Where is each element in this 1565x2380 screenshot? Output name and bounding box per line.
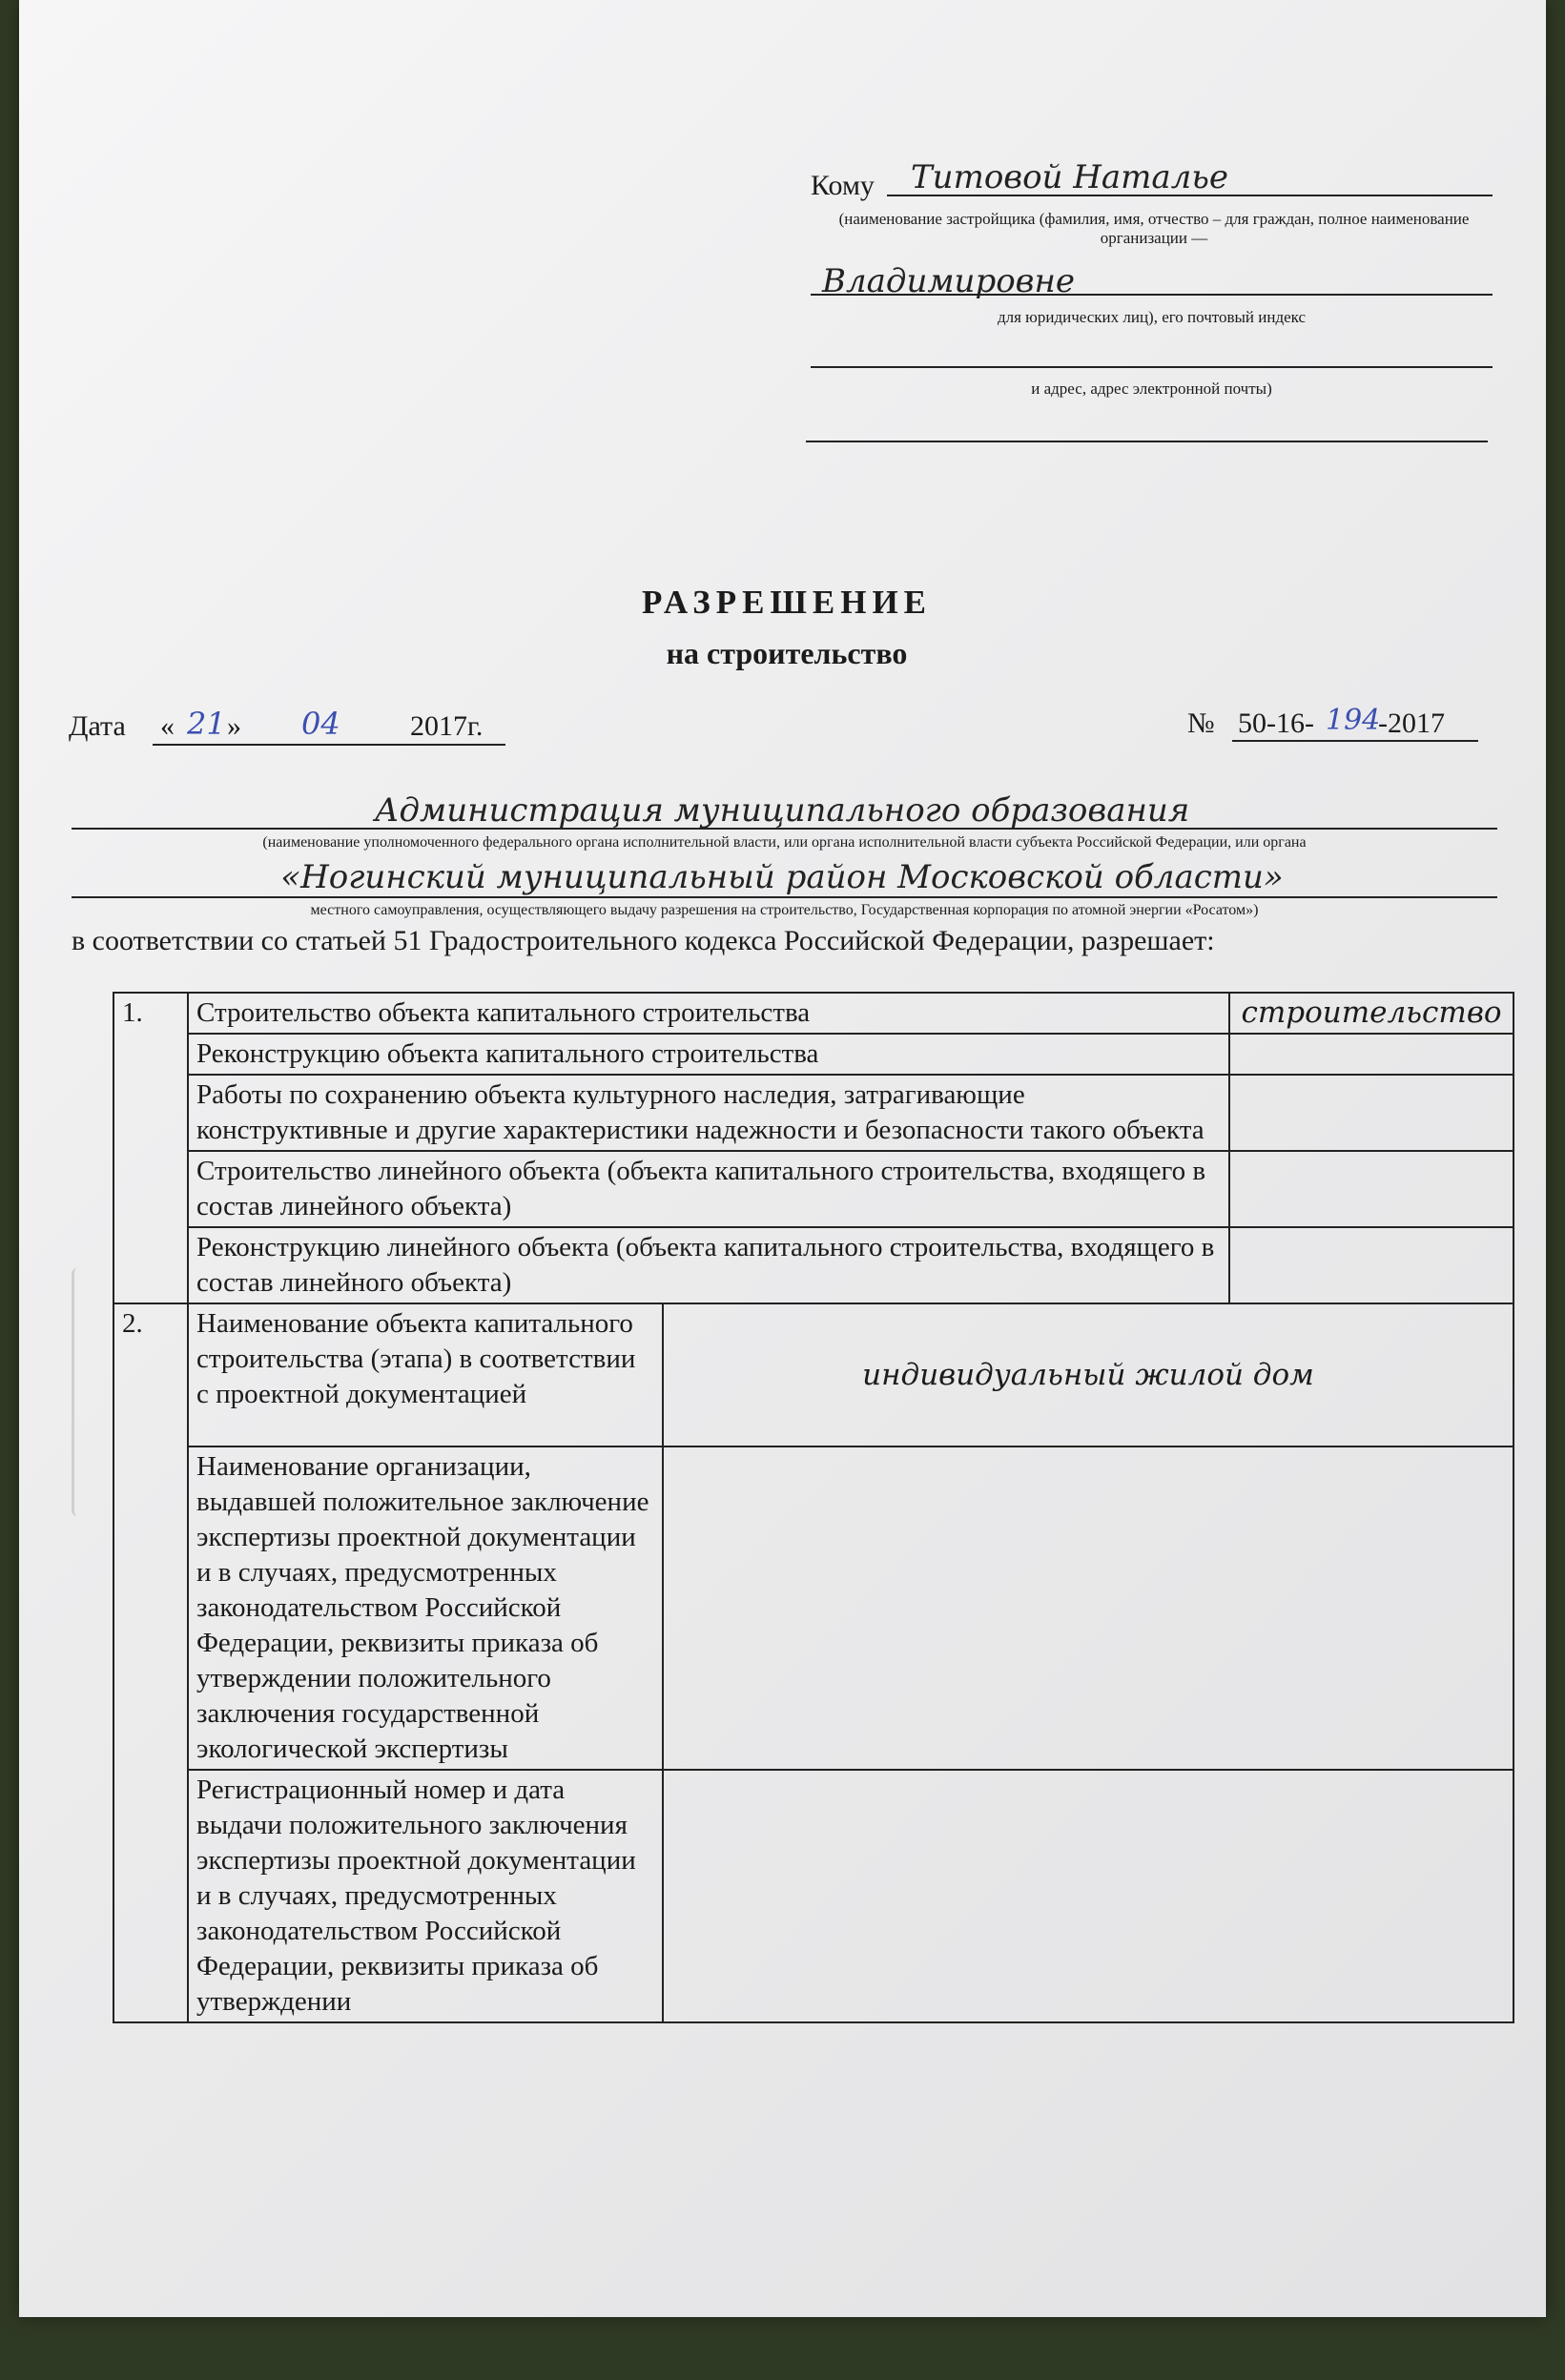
- number-label: №: [1187, 708, 1215, 739]
- section2-row-label: Наименование объекта капитального строительства (этапа) в соответствии с проектной документацией: [188, 1303, 663, 1446]
- date-month: 04: [301, 706, 340, 742]
- recipient-caption1: (наименование застройщика (фамилия, имя, отчество – для граждан, полное наименование организации —: [838, 210, 1470, 247]
- table-row: [113, 1303, 1514, 1446]
- document-title: РАЗРЕШЕНИЕ: [641, 584, 933, 621]
- date-day: 21: [187, 706, 226, 742]
- section2-row-label: Регистрационный номер и дата выдачи положительного заключения экспертизы проектной документации и в случаях, предусмотренных законодательством Российской Федерации, реквизиты приказа об утверждении: [188, 1770, 663, 2022]
- section-number: 1.: [113, 993, 188, 1303]
- section1-row-label: Строительство линейного объекта (объекта капитального строительства, входящего в состав линейного объекта): [188, 1151, 1229, 1227]
- date-open-quote: «: [160, 710, 175, 742]
- recipient-label: Кому: [811, 170, 875, 201]
- authority-underline2: [72, 896, 1497, 898]
- authority-statement: в соответствии со статьей 51 Градостроительного кодекса Российской Федерации, разрешает:: [72, 925, 1215, 956]
- date-label: Дата: [69, 710, 126, 742]
- recipient-line4: [806, 441, 1488, 442]
- table-row: [113, 1034, 1514, 1075]
- section1-row-value: [1229, 1075, 1514, 1151]
- table-row: [113, 1151, 1514, 1227]
- table-row: [113, 1227, 1514, 1303]
- permit-table: [113, 992, 1514, 2023]
- number-handwritten: 194: [1326, 704, 1381, 737]
- staple-mark: [72, 1268, 88, 1516]
- section1-row-value: [1229, 1034, 1514, 1075]
- recipient-line2: [811, 294, 1493, 296]
- table-row: [113, 1075, 1514, 1151]
- document-subtitle: на строительство: [666, 636, 908, 670]
- section1-row-label: Работы по сохранению объекта культурного наследия, затрагивающие конструктивные и другие характеристики надежности и безопасности такого объекта: [188, 1075, 1229, 1151]
- authority-line2: «Ногинский муниципальный район Московской области»: [280, 858, 1284, 896]
- number-suffix: -2017: [1378, 708, 1445, 739]
- section2-row-value: [663, 1446, 1514, 1770]
- section2-row-value: [663, 1770, 1514, 2022]
- section1-row-value: [1229, 1227, 1514, 1303]
- date-year: 2017г.: [410, 710, 484, 742]
- authority-caption1: (наименование уполномоченного федерального органа исполнительной власти, или органа исполнительной власти субъекта Российской Федерации, или органа: [262, 834, 1307, 851]
- recipient-line3: [811, 366, 1493, 368]
- number-prefix: 50-16-: [1238, 708, 1314, 739]
- authority-line1: Администрация муниципального образования: [374, 791, 1190, 830]
- section1-row-label: Реконструкцию линейного объекта (объекта капитального строительства, входящего в состав линейного объекта): [188, 1227, 1229, 1303]
- section1-row-label: Строительство объекта капитального строительства: [188, 993, 1229, 1034]
- authority-caption2: местного самоуправления, осуществляющего выдачу разрешения на строительство, Государственная корпорация по атомной энергии «Росатом»): [310, 902, 1259, 918]
- table-row: [113, 1446, 1514, 1770]
- table-row: [113, 993, 1514, 1034]
- section1-row-label: Реконструкцию объекта капитального строительства: [188, 1034, 1229, 1075]
- recipient-caption3: и адрес, адрес электронной почты): [1031, 380, 1272, 398]
- recipient-caption2: для юридических лиц), его почтовый индекс: [997, 308, 1307, 326]
- date-close-quote: »: [227, 710, 241, 742]
- section2-row-label: Наименование организации, выдавшей положительное заключение экспертизы проектной документации и в случаях, предусмотренных законодательством Российской Федерации, реквизиты приказа об утверждении положительного заключения государственной экологической экспертизы: [188, 1446, 663, 1770]
- table-row: [113, 1770, 1514, 2022]
- recipient-name-line2: Владимировне: [822, 262, 1075, 300]
- recipient-line1: [887, 195, 1493, 196]
- permit-document: [19, 0, 1546, 2317]
- section2-row-value: индивидуальный жилой дом: [663, 1303, 1514, 1446]
- section1-row-value: строительство: [1229, 993, 1514, 1034]
- date-underline: [153, 744, 505, 746]
- authority-underline1: [72, 828, 1497, 830]
- number-underline: [1232, 740, 1478, 742]
- recipient-name-line1: Титовой Наталье: [911, 158, 1228, 196]
- section-number: 2.: [113, 1303, 188, 2022]
- section1-row-value: [1229, 1151, 1514, 1227]
